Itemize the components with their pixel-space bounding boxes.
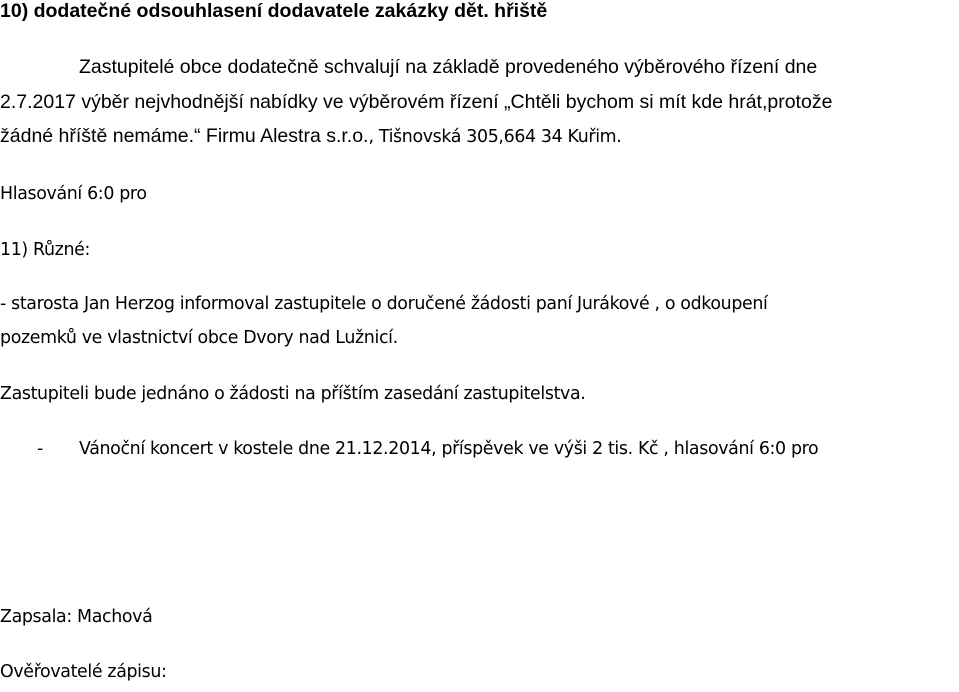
section-11-note: Zastupiteli bude jednáno o žádosti na příštím zasedání zastupitelstva. <box>0 384 586 404</box>
section-11-item-line-2: pozemků ve vlastnictví obce Dvory nad Lužnicí. <box>0 328 398 348</box>
recorder-signature: Zapsala: Machová <box>0 607 153 627</box>
section-10-paragraph-line-2: 2.7.2017 výběr nejvhodnější nabídky ve výběrovém řízení „Chtěli bychom si mít kde hrát,protože <box>0 91 833 113</box>
section-10-heading: 10) dodatečné odsouhlasení dodavatele zakázky dět. hřiště <box>0 0 548 22</box>
section-10-paragraph-line-3 <box>0 127 621 147</box>
section-11-heading: 11) Různé: <box>0 240 90 260</box>
firm-statement: žádné hříště nemáme.“ Firmu Alestra s.r.o. <box>0 125 369 147</box>
verifiers-label: Ověřovatelé zápisu: <box>0 662 167 682</box>
section-10-paragraph-line-1: Zastupitelé obce dodatečně schvalují na základě provedeného výběrového řízení dne <box>79 56 818 78</box>
section-10-vote: Hlasování 6:0 pro <box>0 184 147 204</box>
concert-item: Vánoční koncert v kostele dne 21.12.2014, příspěvek ve výši 2 tis. Kč , hlasování 6:0 pro <box>79 439 819 459</box>
firm-address: , Tišnovská 305,664 34 Kuřim. <box>368 127 622 147</box>
section-11-item-line-1: - starosta Jan Herzog informoval zastupitele o doručené žádosti paní Jurákové , o odkoupení <box>0 294 768 314</box>
list-bullet-dash: - <box>37 439 43 459</box>
